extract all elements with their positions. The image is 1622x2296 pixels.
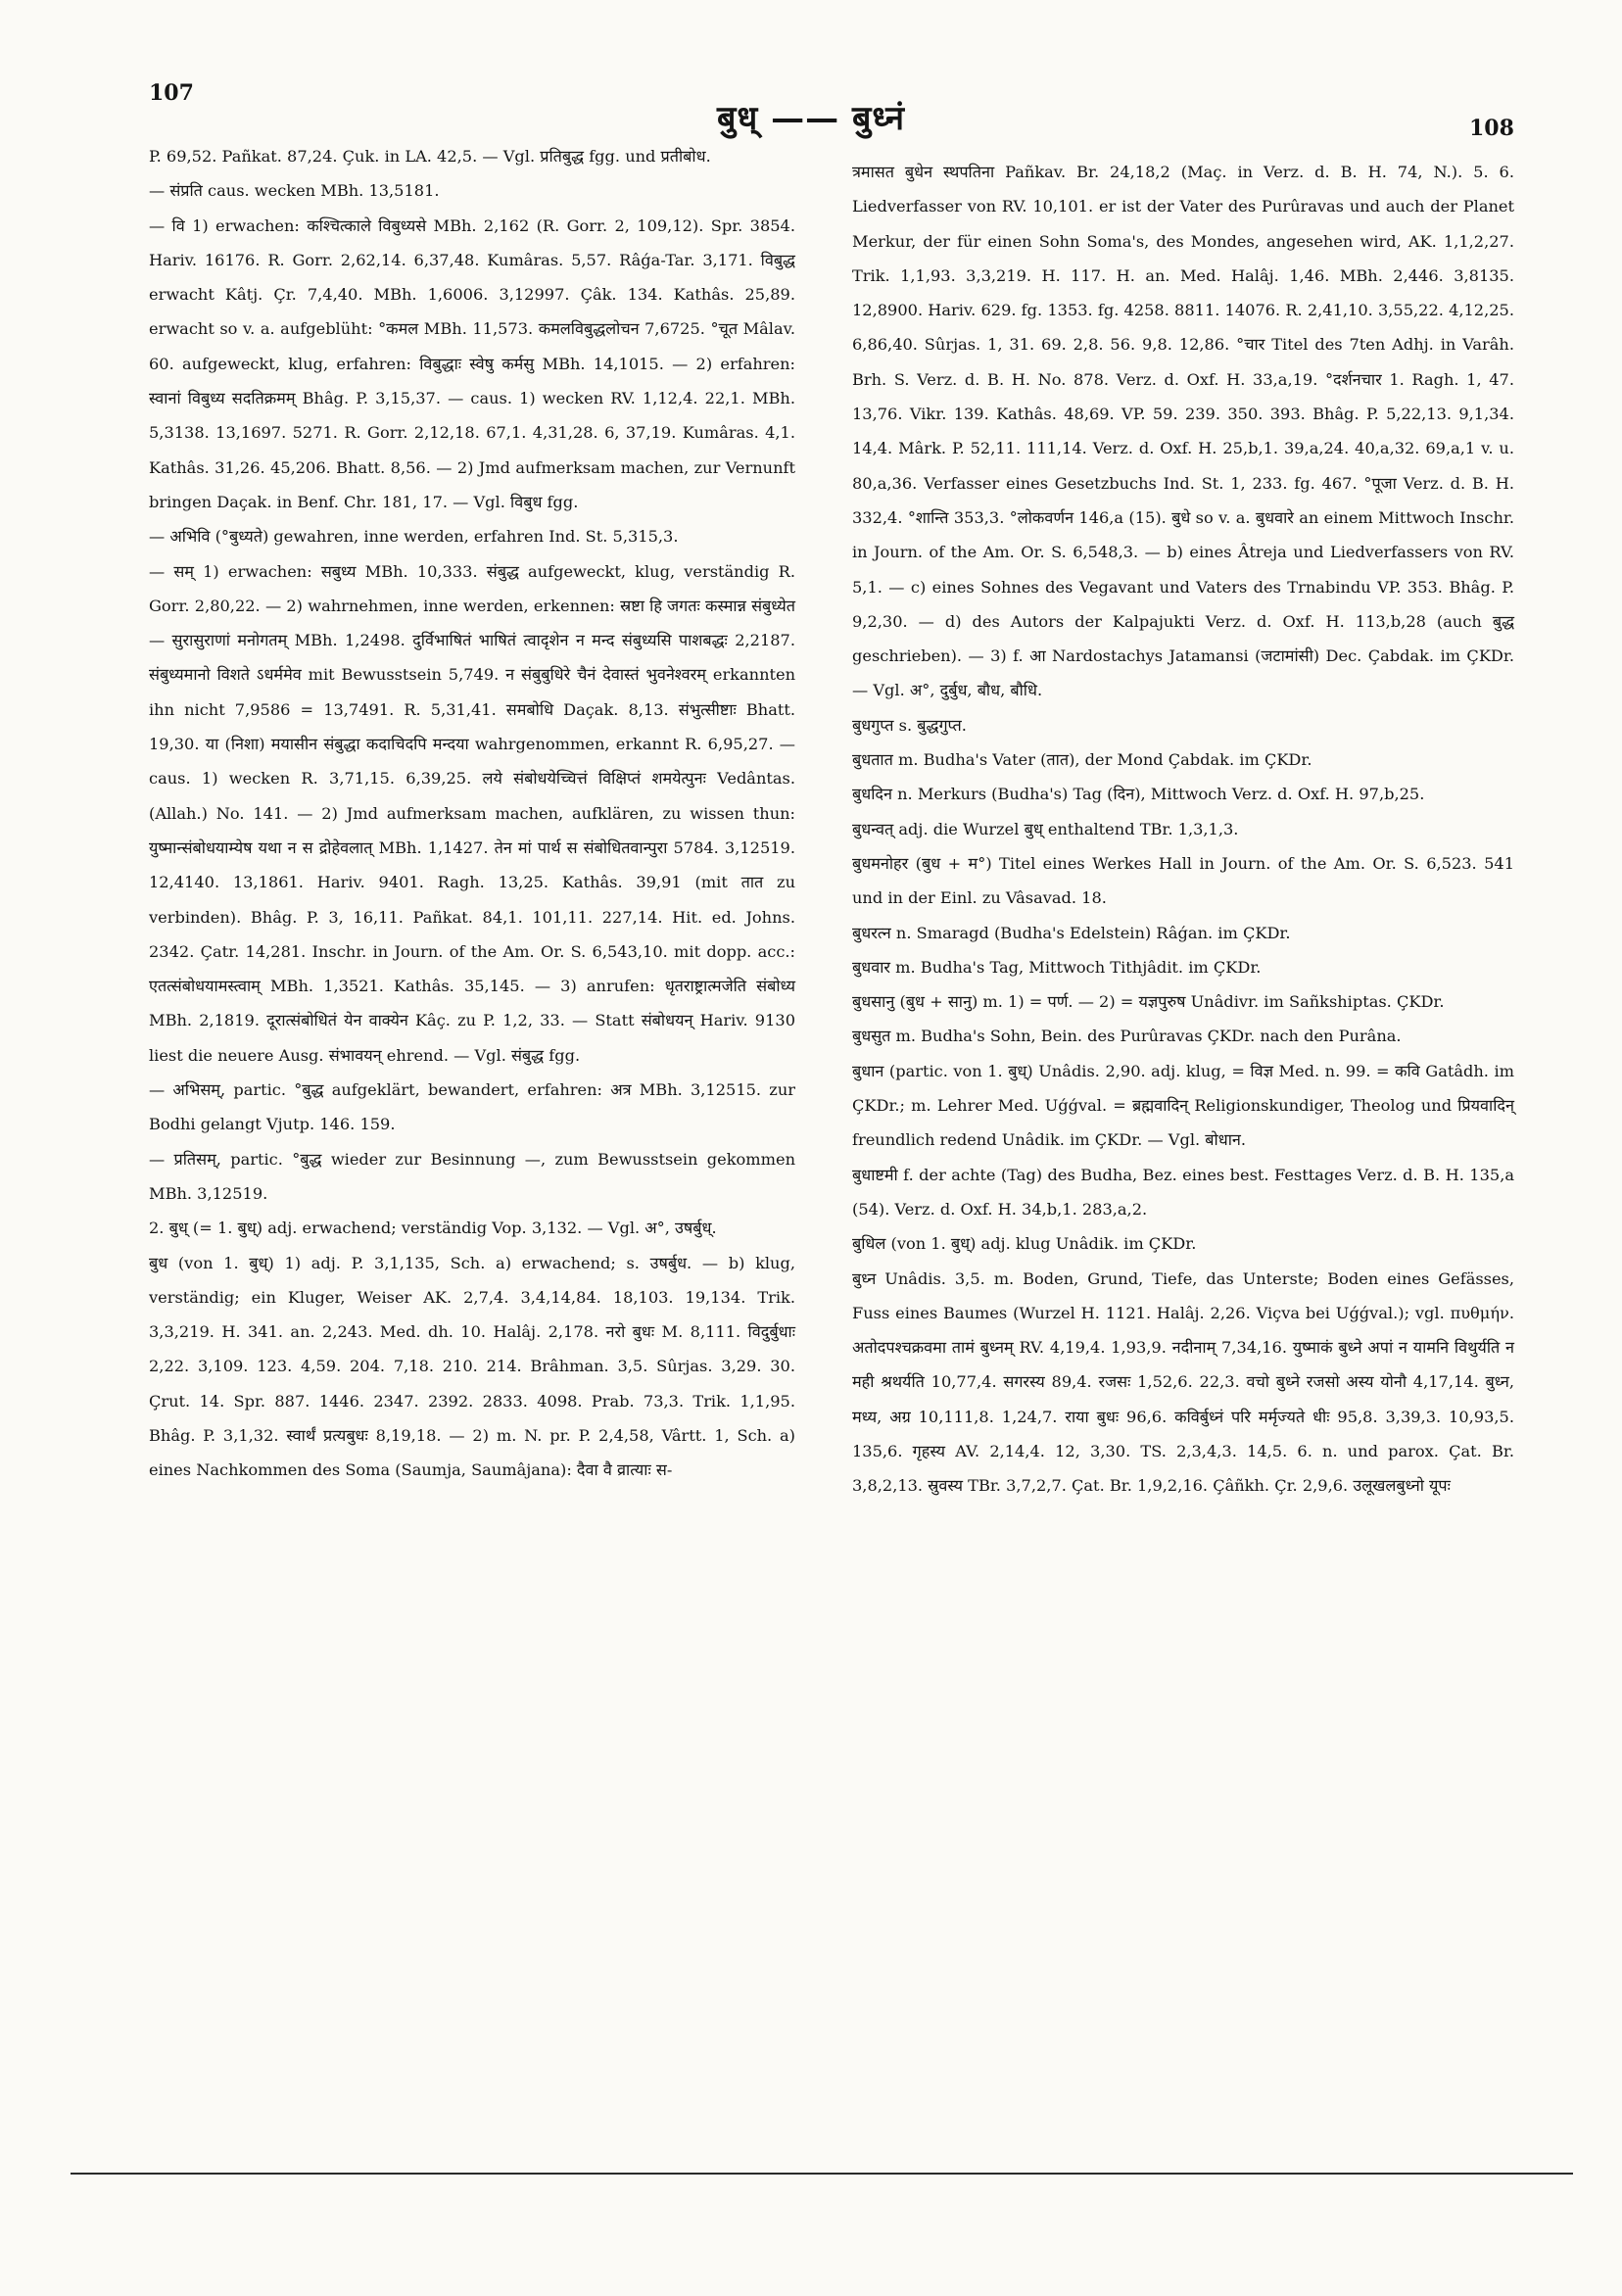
entry-paragraph: बुध (von 1. बुध्) 1) adj. P. 3,1,135, Sch. a) erwachend; s. उषर्बुध. — b) klug, verständig; ein Kluger, Weiser AK. 2,7,4. 3,4,14,84. 18,103. 19,134. Trik. 3,3,219. H. 341. an. 2,243. Med. dh. 10. Halâj. 2,178. नरो बुधः M. 8,111. विदुर्बुधाः 2,22. 3,109. 123. 4,59. 204. 7,18. 210. 214. Brâhman. 3,5. Sûrjas. 3,29. 30. Çrut. 14. Spr. 887. 1446. 2347. 2392. 2833. 4098. Prab. 73,3. Trik. 1,1,95. Bhâg. P. 3,1,32. स्वार्थं प्रत्यबुधः 8,19,18. — 2) m. N. pr. P. 2,4,58, Vârtt. 1, Sch. a) eines Nachkommen des Soma (Saumja, Saumâjana): दैवा वै व्रात्याः स- xyxy=(149,1253,795,1480)
entry-paragraph: — संप्रति caus. wecken MBh. 13,5181. xyxy=(149,181,440,201)
entry-paragraph: P. 69,52. Pañkat. 87,24. Çuk. in LA. 42,5. — Vgl. प्रतिबुद्ध fgg. und प्रतीबोध. xyxy=(149,147,711,166)
entry-paragraph: बुध्न Unâdis. 3,5. m. Boden, Grund, Tiefe, das Unterste; Boden eines Gefässes, Fuss eines Baumes (Wurzel H. 1121. Halâj. 2,26. Viçva bei Uǵǵval.); vgl. πυθμήν. अतोदपश्चक्रवमा तामं बुध्नम् RV. 4,19,4. 1,93,9. नदीनाम् 7,34,16. युष्माकं बुध्ने अपां न यामनि विथुर्यति न मही श्रथर्यति 10,77,4. सगरस्य 89,4. रजसः 1,52,6. 22,3. वचो बुध्ने रजसो अस्य योनौ 4,17,14. बुध्न, मध्य, अग्र 10,111,8. 1,24,7. राया बुधः 96,6. कविर्बुध्नं परि मर्मृज्यते धीः 95,8. 3,39,3. 10,93,5. 135,6. गृहस्य AV. 2,14,4. 12, 3,30. TS. 2,3,4,3. 14,5. 6. n. und parox. Çat. Br. 3,8,2,13. स्रुवस्य TBr. 3,7,2,7. Çat. Br. 1,9,2,16. Çâñkh. Çr. 2,9,6. उलूखलबुध्नो यूपः xyxy=(852,1268,1514,1496)
entry-paragraph: — प्रतिसम्, partic. °बुद्ध wieder zur Besinnung —, zum Bewusstsein gekommen MBh. 3,12519. xyxy=(149,1149,795,1203)
page-number-right: 108 xyxy=(1469,116,1514,141)
entry-paragraph: — अभिसम्, partic. °बुद्ध aufgeklärt, bewandert, erfahren: अत्र MBh. 3,12515. zur Bodhi gelangt Vjutp. 146. 159. xyxy=(149,1080,795,1134)
entry-paragraph: बुधान (partic. von 1. बुध्) Unâdis. 2,90. adj. klug, = विज्ञ Med. n. 99. = कवि Gatâdh. im ÇKDr.; m. Lehrer Med. Uǵǵval. = ब्रह्मवादिन् Religionskundiger, Theolog und प्रियवादिन् freundlich redend Unâdik. im ÇKDr. — Vgl. बोधान. xyxy=(852,1061,1514,1150)
entry-paragraph: बुधसुत m. Budha's Sohn, Bein. des Purûravas ÇKDr. nach den Purâna. xyxy=(852,1027,1402,1046)
entry-paragraph: बुधदिन n. Merkurs (Budha's) Tag (दिन), Mittwoch Verz. d. Oxf. H. 97,b,25. xyxy=(852,785,1425,804)
entry-paragraph: बुधन्वत् adj. die Wurzel बुध् enthaltend TBr. 1,3,1,3. xyxy=(852,819,1239,838)
entry-paragraph: बुधिल (von 1. बुध्) adj. klug Unâdik. im ÇKDr. xyxy=(852,1234,1197,1254)
entry-paragraph: बुधरत्न n. Smaragd (Budha's Edelstein) Râǵan. im ÇKDr. xyxy=(852,923,1291,942)
entry-paragraph: बुधसानु (बुध + सानु) m. 1) = पर्ण. — 2) = यज्ञपुरुष Unâdivr. im Sañkshiptas. ÇKDr. xyxy=(852,992,1445,1012)
entry-paragraph: बुधमनोहर (बुध + म°) Titel eines Werkes Hall in Journ. of the Am. Or. S. 6,523. 541 und in der Einl. zu Vâsavad. 18. xyxy=(852,853,1514,908)
entry-paragraph: — सम् 1) erwachen: सबुध्य MBh. 10,333. संबुद्ध aufgeweckt, klug, verständig R. Gorr. 2,80,22. — 2) wahrnehmen, inne werden, erkennen: स्रष्टा हि जगतः कस्मान्न संबुध्येत — सुरासुराणां मनोगतम् MBh. 1,2498. दुर्विभाषितं भाषितं त्वादृशेन न मन्द संबुध्यसि पाशबद्धः 2,2187. संबुध्यमानो विशते ऽधर्ममेव mit Bewusstsein 5,749. न संबुबुधिरे चैनं देवास्तं भुवनेश्वरम् erkannten ihn nicht 7,9586 = 13,7491. R. 5,31,41. समबोधि Daçak. 8,13. संभुत्सीष्टाः Bhatt. 19,30. या (निशा) मयासीन संबुद्धा कदाचिदपि मन्दया wahrgenommen, erkannt R. 6,95,27. — caus. 1) wecken R. 3,71,15. 6,39,25. लये संबोधयेच्चित्तं विक्षिप्तं शमयेत्पुनः Vedântas. (Allah.) No. 141. — 2) Jmd aufmerksam machen, aufklären, zu wissen thun: युष्मान्संबोधयाम्येष यथा न स द्रोहेवलात् MBh. 1,1427. तेन मां पार्थ स संबोधितवान्पुरा 5784. 3,12519. 12,4140. 13,1861. Hariv. 9401. Ragh. 13,25. Kathâs. 39,91 (mit तात zu verbinden). Bhâg. P. 3, 16,11. Pañkat. 84,1. 101,11. 227,14. Hit. ed. Johns. 2342. Çatr. 14,281. Inschr. in Journ. of the Am. Or. S. 6,543,10. mit dopp. acc.: एतत्संबोधयामस्त्वाम् MBh. 1,3521. Kathâs. 35,145. — 3) anrufen: धृतराष्ट्रात्मजेति संबोध्य MBh. 2,1819. दूरात्संबोधितं येन वाक्येन Kâç. zu P. 1,2, 33. — Statt संबोधयन् Hariv. 9130 liest die neuere Ausg. संभावयन् ehrend. — Vgl. संबुद्ध fgg. xyxy=(149,561,795,1065)
entry-paragraph: बुधाष्टमी f. der achte (Tag) des Budha, Bez. eines best. Festtages Verz. d. B. H. 135,a (54). Verz. d. Oxf. H. 34,b,1. 283,a,2. xyxy=(852,1165,1514,1219)
left-column xyxy=(149,139,795,1488)
running-head: बुध् —— बुध्नं xyxy=(716,99,906,138)
entry-paragraph: 2. बुध् (= 1. बुध्) adj. erwachend; verständig Vop. 3,132. — Vgl. अ°, उषर्बुध्. xyxy=(149,1219,717,1238)
entry-paragraph: — अभिवि (°बुध्यते) gewahren, inne werden, erfahren Ind. St. 5,315,3. xyxy=(149,527,679,547)
bottom-rule xyxy=(71,2173,1573,2175)
entry-paragraph: बुधगुप्त s. बुद्धगुप्त. xyxy=(852,715,967,735)
right-column xyxy=(852,155,1514,1504)
entry-paragraph: बुधतात m. Budha's Vater (तात), der Mond Çabdak. im ÇKDr. xyxy=(852,750,1312,770)
entry-paragraph: — वि 1) erwachen: कश्चित्काले विबुध्यसे MBh. 2,162 (R. Gorr. 2, 109,12). Spr. 3854. Hariv. 16176. R. Gorr. 2,62,14. 6,37,48. Kumâras. 5,57. Râǵa-Tar. 3,171. विबुद्ध erwacht Kâtj. Çr. 7,4,40. MBh. 1,6006. 3,12997. Çâk. 134. Kathâs. 25,89. erwacht so v. a. aufgeblüht: °कमल MBh. 11,573. कमलविबुद्धलोचन 7,6725. °चूत Mâlav. 60. aufgeweckt, klug, erfahren: विबुद्धाः स्वेषु कर्मसु MBh. 14,1015. — 2) erfahren: स्वानां विबुध्य सदतिक्रमम् Bhâg. P. 3,15,37. — caus. 1) wecken RV. 1,12,4. 22,1. MBh. 5,3138. 13,1697. 5271. R. Gorr. 2,12,18. 67,1. 4,31,28. 6, 37,19. Kumâras. 4,1. Kathâs. 31,26. 45,206. Bhatt. 8,56. — 2) Jmd aufmerksam machen, zur Vernunft bringen Daçak. in Benf. Chr. 181, 17. — Vgl. विबुध fgg. xyxy=(149,215,795,511)
page-number-left: 107 xyxy=(149,80,194,106)
entry-paragraph: त्रमासत बुधेन स्थपतिना Pañkav. Br. 24,18,2 (Maç. in Verz. d. B. H. 74, N.). 5. 6. Liedverfasser von RV. 10,101. er ist der Vater des Purûravas und auch der Planet Merkur, der für einen Sohn Soma's, des Mondes, angesehen wird, AK. 1,1,2,27. Trik. 1,1,93. 3,3,219. H. 117. H. an. Med. Halâj. 1,46. MBh. 2,446. 3,8135. 12,8900. Hariv. 629. fg. 1353. fg. 4258. 8811. 14076. R. 2,41,10. 3,55,22. 4,12,25. 6,86,40. Sûrjas. 1, 31. 69. 2,8. 56. 9,8. 12,86. °चार Titel des 7ten Adhj. in Varâh. Brh. S. Verz. d. B. H. No. 878. Verz. d. Oxf. H. 33,a,19. °दर्शनचार 1. Ragh. 1, 47. 13,76. Vikr. 139. Kathâs. 48,69. VP. 59. 239. 350. 393. Bhâg. P. 5,22,13. 9,1,34. 14,4. Mârk. P. 52,11. 111,14. Verz. d. Oxf. H. 25,b,1. 39,a,24. 40,a,32. 69,a,1 v. u. 80,a,36. Verfasser eines Gesetzbuchs Ind. St. 1, 233. fg. 467. °पूजा Verz. d. B. H. 332,4. °शान्ति 353,3. °लोकवर्णन 146,a (15). बुधे so v. a. बुधवारे an einem Mittwoch Inschr. in Journ. of the Am. Or. S. 6,548,3. — b) eines Âtreja und Liedverfassers von RV. 5,1. — c) eines Sohnes des Vegavant und Vaters des Trnabindu VP. 353. Bhâg. P. 9,2,30. — d) des Autors der Kalpajukti Verz. d. Oxf. H. 113,b,28 (auch बुद्ध geschrieben). — 3) f. आ Nardostachys Jatamansi (जटामांसी) Dec. Çabdak. im ÇKDr. — Vgl. अ°, दुर्बुध, बौध, बौधि. xyxy=(852,163,1514,700)
entry-paragraph: बुधवार m. Budha's Tag, Mittwoch Tithjâdit. im ÇKDr. xyxy=(852,957,1262,977)
